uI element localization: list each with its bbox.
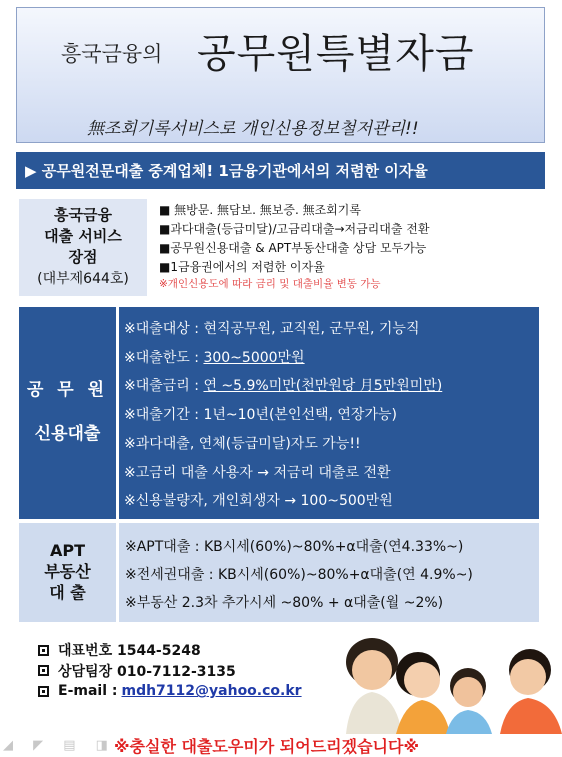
loan-overdue: ※과다대출, 연체(등급미달)자도 가능!! [124,435,361,452]
apt-title2: 부동산 [44,562,91,581]
loan-rate-label: ※대출금리 : [124,378,204,395]
benefit-note: ※개인신용도에 따라 금리 및 대출비율 변동 가능 [159,278,381,290]
contact-phone [38,640,302,661]
contact-manager [38,661,302,682]
apt-title1: APT [49,541,86,560]
civil-loan-title2: 신용대출 [34,424,101,444]
store-line1: 흥국금융 [54,206,112,224]
store-line2: 대출 서비스 [44,227,122,245]
loan-rate [124,372,539,401]
loan-limit [124,344,539,373]
civil-loan-title1: 공 무 원 [26,380,109,400]
header-banner [16,7,545,143]
square-bullet-icon [38,665,49,676]
benefit-item: ■ 無방문. 無담보. 無보증. 無조회기록 [159,203,361,217]
toolbar-icons: ◢ ◤ ▤ ◨ [3,738,116,753]
apt-loan-label [19,523,116,622]
benefit-item: ■과다대출(등급미달)/고금리대출→저금리대출 전환 [159,222,430,236]
benefit-item: ■공무원신용대출 & APT부동산대출 상담 모두가능 [159,241,427,255]
benefit-list [159,201,539,291]
manager-text: 상담팀장 010-7112-3135 [58,663,236,680]
civil-loan-label [19,307,116,519]
loan-limit-value: 300~5000만원 [203,349,305,366]
family-photo [318,630,562,734]
company-name: 흥국금융의 [61,42,163,66]
loan-period: ※대출기간 : 1년~10년(본인선택, 연장가능) [124,407,397,424]
tagline: 無조회기록서비스로 개인신용정보철저관리!! [87,119,419,139]
email-link[interactable]: mdh7112@yahoo.co.kr [121,683,302,700]
apt-line: ※APT대출 : KB시세(60%)~80%+α대출(연4.33%~) [125,539,464,555]
loan-limit-label: ※대출한도 : [124,349,204,366]
benefit-item: ■1금융권에서의 저렴한 이자율 [159,260,325,274]
apt-loan-details [119,523,539,622]
civil-loan-details [119,307,539,519]
store-label-box [19,199,147,296]
store-line3: 장점 [68,248,98,266]
footer-slogan: ※충실한 대출도우미가 되어드리겠습니다※ [114,737,420,756]
registration-number: (대부제644호) [37,271,129,287]
contact-email [38,681,302,702]
loan-high-rate: ※고금리 대출 사용자 → 저금리 대출로 전환 [124,464,391,481]
contact-info [38,640,302,702]
apt-line: ※전세권대출 : KB시세(60%)~80%+α대출(연 4.9%~) [125,567,473,583]
page-title: 공무원특별자금 [197,31,475,77]
apt-line: ※부동산 2.3차 추가시세 ~80% + α대출(월 ~2%) [125,595,444,611]
square-bullet-icon [38,645,49,656]
email-label: E-mail : [58,683,118,700]
loan-rate-value: 연 ~5.9%미만(천만원당 月5만원미만) [203,378,443,395]
apt-title3: 대 출 [49,583,86,602]
loan-bad-credit: ※신용불량자, 개인회생자 → 100~500만원 [124,493,393,510]
phone-text: 대표번호 1544-5248 [58,643,201,660]
square-bullet-icon [38,686,49,697]
headline-banner: ▶ 공무원전문대출 중계업체! 1금융기관에서의 저렴한 이자율 [16,152,545,189]
loan-target: ※대출대상 : 현직공무원, 교직원, 군무원, 기능직 [124,321,420,337]
